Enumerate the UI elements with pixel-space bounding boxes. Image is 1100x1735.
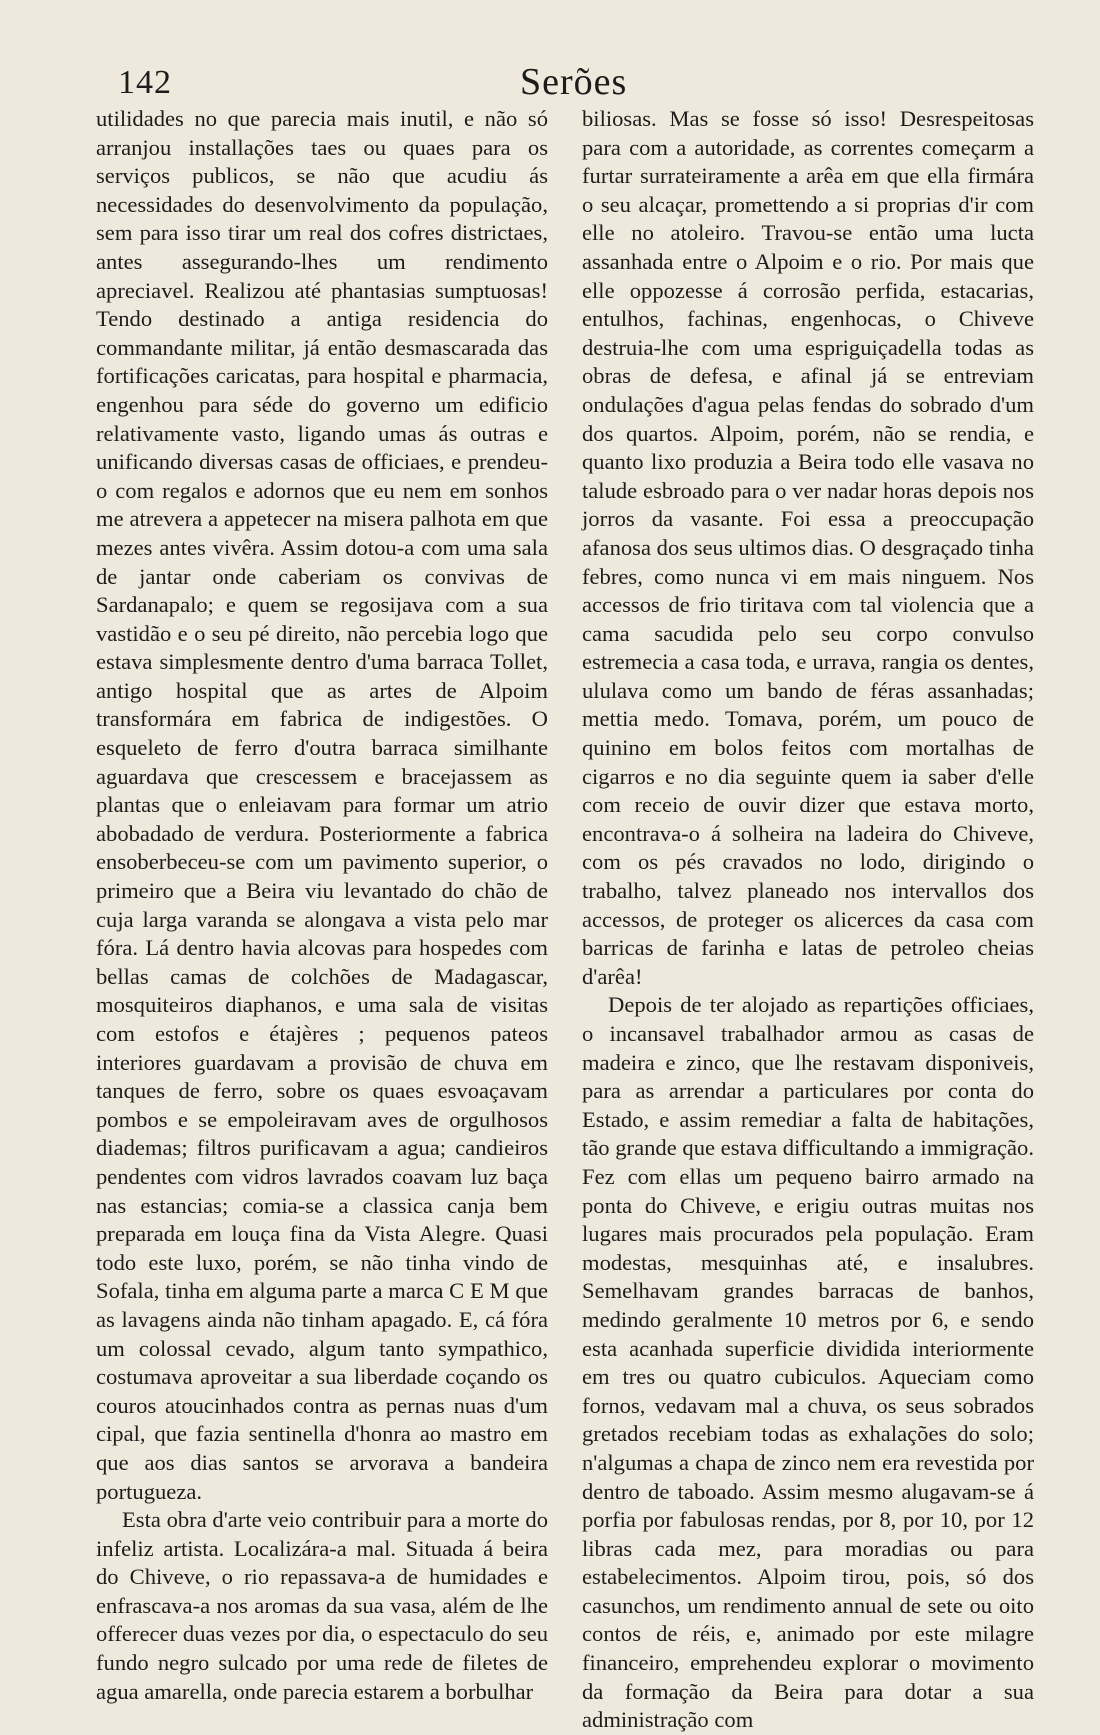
left-paragraph-1: utilidades no que parecia mais inutil, e não só arranjou installações taes ou quaes para os serviços publicos, se não que acudiu ás necessidades do desenvolvimento da população, sem para isso tirar um real dos cofres districtaes, antes assegurando-lhes um rendimento apreciavel. Realizou até phantasias sumptuosas! Tendo destinado a antiga residencia do commandante militar, já então desmascarada das fortificações caricatas, para hospital e pharmacia, engenhou para séde do governo um edificio relativamente vasto, ligando umas ás outras e unificando diversas casas de officiaes, e prendeu-o com regalos e adornos que eu nem em sonhos me atrevera a appetecer na misera palhota em que mezes antes vivêra. Assim dotou-a com uma sala de jantar onde caberiam os convivas de Sardanapalo; e quem se regosijava com a sua vastidão e o seu pé direito, não percebia logo que estava simplesmente dentro d'uma barraca Tollet, antigo hospital que as artes de Alpoim transformára em fabrica de indigestões. O esqueleto de ferro d'outra barraca similhante aguardava que crescessem e bracejassem as plantas que o enleiavam para formar um atrio abobadado de verdura. Posteriormente a fabrica ensoberbeceu-se com um pavimento superior, o primeiro que a Beira viu levantado do chão de cuja larga varanda se alongava a vista pelo mar fóra. Lá dentro havia alcovas para hospedes com bellas camas de colchões de Madagascar, mosquiteiros diaphanos, e uma sala de visitas com estofos e étajères ; pequenos pateos interiores guardavam a provisão de chuva em tanques de ferro, sobre os quaes esvoaçavam pombos e se empoleiravam aves de orgulhosos diademas; filtros purificavam a agua; candieiros pendentes com vidros lavrados coavam luz baça nas estancias; comia-se a classica canja bem preparada em louça fina da Vista Alegre. Quasi todo este luxo, porém, se não tinha vindo de Sofala, tinha em alguma parte a marca C E M que as lavagens ainda não tinham apagado. E, cá fóra um colossal cevado, algum tanto sympathico, costumava aproveitar a sua liberdade coçando os couros atoucinhados contra as pernas nuas d'um cipal, que fazia sentinella d'honra ao mastro em que aos dias santos se arvorava a bandeira portugueza. — [96, 106, 548, 1504]
right-paragraph-2: Depois de ter alojado as repartições officiaes, o incansavel trabalhador armou as casas de madeira e zinco, que lhe restavam disponiveis, para as arrendar a particulares por conta do Estado, e assim remediar a falta de habitações, tão grande que estava difficultando a immigração. Fez com ellas um pequeno bairro armado na ponta do Chiveve, e erigiu outras muitas nos lugares mais procurados pela população. Eram modestas, mesquinhas até, e insalubres. Semelhavam grandes barracas de banhos, medindo geralmente 10 metros por 6, e sendo esta acanhada superficie dividida interiormente em tres ou quatro cubiculos. Aqueciam como fornos, vedavam mal a chuva, os seus sobrados gretados recebiam todas as exhalações do solo; n'algumas a chapa de zinco nem era revestida por dentro de taboado. Assim mesmo alugavam-se á porfia por fabulosas rendas, por 8, por 10, por 12 libras cada mez, para moradias ou para estabelecimentos. Alpoim tirou, pois, só dos casunchos, um rendimento annual de sete ou oito contos de réis, e, animado por este milagre financeiro, emprehendeu explorar o movimento da formação da Beira para dotar a sua administração com — [582, 992, 1034, 1733]
right-paragraph-1: biliosas. Mas se fosse só isso! Desrespeitosas para com a autoridade, as correntes começarm a furtar surrateiramente a arêa em que ella firmára o seu alcaçar, promettendo a si proprias d'ir com elle no atoleiro. Travou-se então uma lucta assanhada entre o Alpoim e o rio. Por mais que elle oppozesse á corrosão perfida, estacarias, entulhos, fachinas, engenhocas, o Chiveve destruia-lhe com uma espriguiçadella todas as obras de defesa, e afinal já se entreviam ondulações d'agua pelas fendas do sobrado d'um dos quartos. Alpoim, porém, não se rendia, e quanto lixo produzia a Beira todo elle vasava no talude esbroado para o ver nadar horas depois nos jorros da vasante. Foi essa a preoccupação afanosa dos seus ultimos dias. O desgraçado tinha febres, como nunca vi em mais ninguem. Nos accessos de frio tiritava com tal violencia que a cama sacudida pelo seu corpo convulso estremecia a casa toda, e urrava, rangia os dentes, ululava como um bando de féras assanhadas; mettia medo. Tomava, porém, um pouco de quinino em bolos feitos com mortalhas de cigarros e no dia seguinte quem ia saber d'elle com receio de ouvir dizer que estava morto, encontrava-o á solheira na ladeira do Chiveve, com os pés cravados no lodo, dirigindo o trabalho, talvez planeado nos intervallos dos accessos, de proteger os alicerces da casa com barricas de farinha e latas de petroleo cheias d'arêa! — [582, 106, 1034, 989]
right-column — [582, 105, 1034, 1735]
running-title: Serões — [520, 61, 628, 103]
page-number: 142 — [118, 64, 172, 101]
left-column — [96, 105, 548, 1706]
left-paragraph-2: Esta obra d'arte veio contribuir para a morte do infeliz artista. Localizára-a mal. Situada á beira do Chiveve, o rio repassava-a de humidades e enfrascava-a nos aromas da sua vasa, além de lhe offerecer duas vezes por dia, o espectaculo do seu fundo negro sulcado por uma rede de filetes de agua amarella, onde parecia estarem a borbulhar — [96, 1507, 548, 1704]
